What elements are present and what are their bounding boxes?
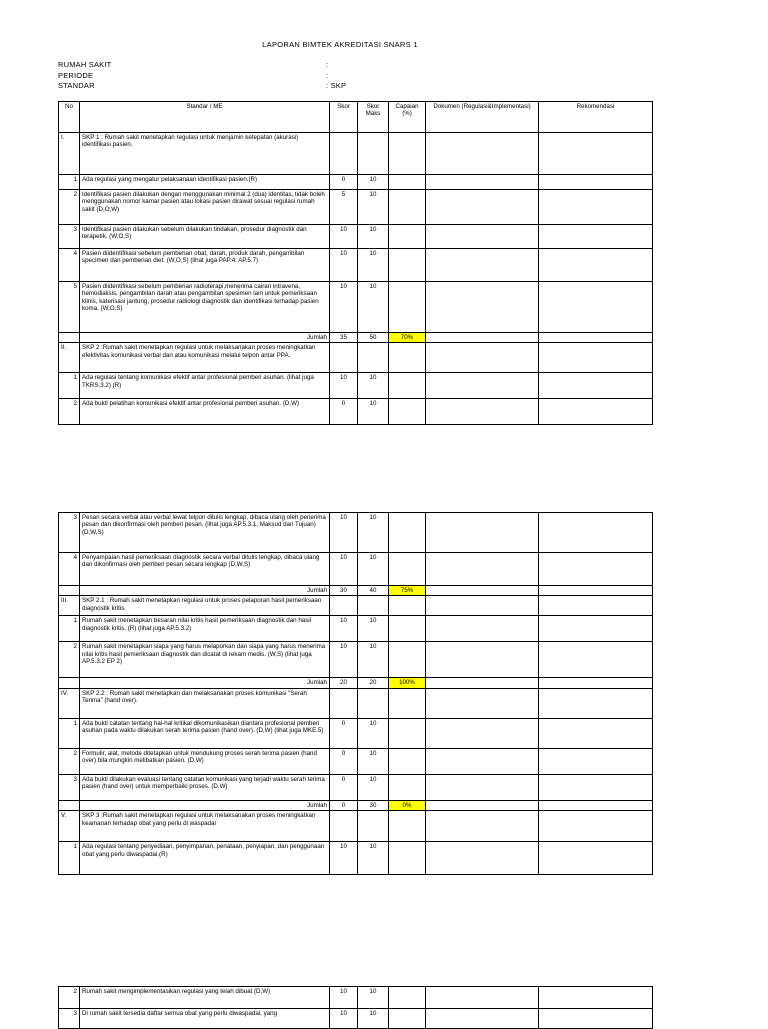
dokumen-cell <box>426 373 539 399</box>
item-number: 4 <box>59 249 80 282</box>
empty-cell <box>389 688 426 718</box>
rekomendasi-cell <box>539 373 653 399</box>
capaian-cell <box>389 987 426 1009</box>
capaian-cell <box>389 1009 426 1029</box>
rekomendasi-cell <box>539 642 653 678</box>
row-number: IV. <box>59 688 80 718</box>
item-max-score: 10 <box>358 249 389 282</box>
item-score: 0 <box>330 175 358 190</box>
item-number: 2 <box>59 642 80 678</box>
rekomendasi-cell <box>539 513 653 553</box>
table-row <box>59 190 653 225</box>
table-row <box>59 748 653 774</box>
total-label: Jumlah <box>80 333 330 343</box>
capaian-cell <box>389 616 426 642</box>
empty-cell <box>426 596 539 616</box>
table-row <box>59 175 653 190</box>
dokumen-cell <box>426 553 539 586</box>
rekomendasi-cell <box>539 399 653 425</box>
rekomendasi-cell <box>539 1009 653 1029</box>
item-text: Rumah sakit mengimplementasikan regulasi yang telah dibuat (D,W) <box>80 987 330 1009</box>
empty-cell <box>330 688 358 718</box>
rekomendasi-cell <box>539 190 653 225</box>
empty-cell <box>539 133 653 175</box>
rekomendasi-cell <box>539 774 653 800</box>
item-score: 10 <box>330 225 358 249</box>
item-number: 2 <box>59 399 80 425</box>
empty-cell <box>426 678 539 688</box>
dokumen-cell <box>426 774 539 800</box>
item-text: Ada regulasi yang mengatur pelaksanaan identifikasi pasien.(R) <box>80 175 330 190</box>
item-max-score: 10 <box>358 282 389 333</box>
table-row <box>59 987 653 1009</box>
empty-cell <box>539 596 653 616</box>
rekomendasi-cell <box>539 249 653 282</box>
empty-cell <box>426 688 539 718</box>
dokumen-cell <box>426 616 539 642</box>
total-max-score: 20 <box>358 678 389 688</box>
empty-cell <box>358 811 389 842</box>
table-row <box>59 282 653 333</box>
section-title: SKP 2 :Rumah sakit menetapkan regulasi untuk melaksanakan proses meningkatkan efektivitas komunikasi verbal dan atau komunikasi melalui telpon antar PPA. <box>80 343 330 373</box>
item-score: 10 <box>330 553 358 586</box>
item-max-score: 10 <box>358 553 389 586</box>
item-text: Formulir, alat, metode ditetapkan untuk mendukung proses serah terima pasien (hand over) bila mungkin melibatkan pasien. (D,W) <box>80 748 330 774</box>
capaian-cell <box>389 842 426 875</box>
table-header-row <box>59 102 653 133</box>
item-text: Ada bukti dilakukan evaluasi tentang catatan komunikasi yang terjadi waktu serah terima pasien (hand over) untuk memperbaiki proses. (D,W) <box>80 774 330 800</box>
row-number: I. <box>59 133 80 175</box>
capaian-cell <box>389 373 426 399</box>
dokumen-cell <box>426 1009 539 1029</box>
item-max-score: 10 <box>358 399 389 425</box>
empty-cell <box>539 688 653 718</box>
empty-cell <box>539 343 653 373</box>
empty-cell <box>426 811 539 842</box>
item-score: 10 <box>330 513 358 553</box>
total-label: Jumlah <box>80 586 330 596</box>
capaian-cell <box>389 553 426 586</box>
meta-label: RUMAH SAKIT <box>58 60 112 69</box>
item-score: 0 <box>330 748 358 774</box>
row-number: II. <box>59 343 80 373</box>
rekomendasi-cell <box>539 553 653 586</box>
total-max-score: 50 <box>358 333 389 343</box>
capaian-cell <box>389 642 426 678</box>
item-number: 2 <box>59 748 80 774</box>
capaian-cell <box>389 190 426 225</box>
empty-cell <box>330 343 358 373</box>
table-row <box>59 616 653 642</box>
empty-cell <box>539 800 653 810</box>
meta-row-standard <box>58 81 347 92</box>
header-dokumen: Dokumen (Regulasi&Implementasi) <box>426 102 539 133</box>
rekomendasi-cell <box>539 282 653 333</box>
header-skor: Skor <box>330 102 358 133</box>
table-row <box>59 642 653 678</box>
item-number: 2 <box>59 190 80 225</box>
item-score: 10 <box>330 249 358 282</box>
empty-cell <box>330 811 358 842</box>
total-capaian: 0% <box>389 800 426 810</box>
total-row <box>59 678 653 688</box>
total-score: 30 <box>330 586 358 596</box>
capaian-cell <box>389 175 426 190</box>
capaian-cell <box>389 282 426 333</box>
total-max-score: 40 <box>358 586 389 596</box>
capaian-cell <box>389 748 426 774</box>
empty-cell <box>389 811 426 842</box>
empty-cell <box>539 586 653 596</box>
table-row <box>59 225 653 249</box>
item-number: 3 <box>59 513 80 553</box>
total-capaian: 100% <box>389 678 426 688</box>
section-title: SKP 2.1 : Rumah sakit menetapkan regulasi untuk proses pelaporan hasil pemeriksaan diagnostik kritis. <box>80 596 330 616</box>
item-number: 1 <box>59 175 80 190</box>
item-number: 1 <box>59 842 80 875</box>
section-row <box>59 343 653 373</box>
item-max-score: 10 <box>358 1009 389 1029</box>
item-max-score: 10 <box>358 642 389 678</box>
item-score: 10 <box>330 1009 358 1029</box>
section-row <box>59 133 653 175</box>
item-text: Ada regulasi tentang komunikasi efektif antar profesional pemberi asuhan. (lihat juga TKRS.3.2) (R) <box>80 373 330 399</box>
item-text: Penyampaian hasil pemeriksaan diagnostik secara verbal ditulis lengkap, dibaca ulang dan dikonfirmasi oleh pemberi pesan secara lengkap (D,W,S) <box>80 553 330 586</box>
item-max-score: 10 <box>358 373 389 399</box>
table-row <box>59 774 653 800</box>
dokumen-cell <box>426 642 539 678</box>
section-title: SKP 2.2 : Rumah sakit menetapkan dan melaksanakan proses komunikasi “Serah Terima” (hand over). <box>80 688 330 718</box>
dokumen-cell <box>426 987 539 1009</box>
empty-cell <box>426 800 539 810</box>
rekomendasi-cell <box>539 987 653 1009</box>
total-label: Jumlah <box>80 678 330 688</box>
total-row <box>59 333 653 343</box>
total-capaian: 70% <box>389 333 426 343</box>
empty-cell <box>426 133 539 175</box>
rekomendasi-cell <box>539 748 653 774</box>
item-number: 4 <box>59 553 80 586</box>
table-row <box>59 399 653 425</box>
empty-cell <box>426 343 539 373</box>
total-score: 20 <box>330 678 358 688</box>
meta-row-period <box>58 70 329 82</box>
total-max-score: 30 <box>358 800 389 810</box>
item-number: 1 <box>59 616 80 642</box>
item-score: 0 <box>330 718 358 748</box>
item-number: 1 <box>59 373 80 399</box>
section-row <box>59 596 653 616</box>
total-label: Jumlah <box>80 800 330 810</box>
assessment-table-page-1 <box>58 101 653 425</box>
item-score: 10 <box>330 842 358 875</box>
capaian-cell <box>389 513 426 553</box>
rekomendasi-cell <box>539 225 653 249</box>
empty-cell <box>539 678 653 688</box>
item-text: Ada bukti catatan tentang hal-hal kritikal dikomunikasikan diantara profesional pemberi asuhan pada waktu dilakukan serah terima pasien (hand over). (D,W) (lihat juga MKE.5) <box>80 718 330 748</box>
dokumen-cell <box>426 190 539 225</box>
rekomendasi-cell <box>539 842 653 875</box>
empty-cell <box>330 596 358 616</box>
section-row <box>59 688 653 718</box>
item-number: 1 <box>59 718 80 748</box>
table-row <box>59 718 653 748</box>
item-max-score: 10 <box>358 842 389 875</box>
section-title: SKP 3 :Rumah sakit menetapkan regulasi untuk melaksanakan proses meningkatkan keamanan terhadap obat yang perlu di waspadai <box>80 811 330 842</box>
row-number: III. <box>59 596 80 616</box>
item-text: Rumah sakit menetapkan besaran nilai kritis hasil pemeriksaan diagnostik dan hasil diagnostik kritis. (R) (lihat juga AP.5.3.2) <box>80 616 330 642</box>
item-max-score: 10 <box>358 718 389 748</box>
dokumen-cell <box>426 225 539 249</box>
item-score: 5 <box>330 190 358 225</box>
item-text: Pasien diidentifikasi sebelum pemberian obat, darah, produk darah, pengambilan specimen dan pemberian diet. (W,O,S) (lihat juga PAP.4; AP.5.7) <box>80 249 330 282</box>
dokumen-cell <box>426 842 539 875</box>
item-score: 10 <box>330 616 358 642</box>
table-row <box>59 513 653 553</box>
item-text: Ada regulasi tentang penyediaan, penyimpanan, penataan, penyiapan, dan penggunaan obat yang perlu diwaspadai.(R) <box>80 842 330 875</box>
capaian-cell <box>389 225 426 249</box>
empty-cell <box>389 596 426 616</box>
assessment-table-page-2 <box>58 512 653 875</box>
empty-cell <box>59 800 80 810</box>
total-score: 35 <box>330 333 358 343</box>
item-max-score: 10 <box>358 774 389 800</box>
capaian-cell <box>389 399 426 425</box>
item-score: 10 <box>330 987 358 1009</box>
item-score: 10 <box>330 373 358 399</box>
header-standar: Standar / ME <box>80 102 330 133</box>
item-max-score: 10 <box>358 748 389 774</box>
item-text: Rumah sakit menetapkan siapa yang harus melaporkan dan siapa yang harus menerima nilai kritis hasil pemeriksaan diagnostik dan dicatat di rekam medis. (W,S) (lihat juga AP.5.3.2 EP 2) <box>80 642 330 678</box>
empty-cell <box>389 133 426 175</box>
item-number: 3 <box>59 774 80 800</box>
total-row <box>59 586 653 596</box>
item-number: 3 <box>59 1009 80 1029</box>
header-no: No <box>59 102 80 133</box>
item-number: 2 <box>59 987 80 1009</box>
meta-label: STANDAR <box>58 81 95 90</box>
report-title: LAPORAN BIMTEK AKREDITASI SNARS 1 <box>262 40 418 49</box>
dokumen-cell <box>426 249 539 282</box>
meta-block <box>58 60 347 92</box>
item-text: Ada bukti pelatihan komunikasi efektif antar profesional pemberi asuhan. (D,W) <box>80 399 330 425</box>
empty-cell <box>539 811 653 842</box>
total-row <box>59 800 653 810</box>
empty-cell <box>59 333 80 343</box>
empty-cell <box>358 596 389 616</box>
rekomendasi-cell <box>539 718 653 748</box>
section-row <box>59 811 653 842</box>
item-number: 3 <box>59 225 80 249</box>
header-skor-maks: Skor Maks <box>358 102 389 133</box>
dokumen-cell <box>426 748 539 774</box>
rekomendasi-cell <box>539 175 653 190</box>
item-max-score: 10 <box>358 190 389 225</box>
header-capaian: Capaian (%) <box>389 102 426 133</box>
dokumen-cell <box>426 175 539 190</box>
empty-cell <box>358 343 389 373</box>
item-max-score: 10 <box>358 175 389 190</box>
assessment-table-page-3 <box>58 986 653 1029</box>
item-score: 10 <box>330 642 358 678</box>
empty-cell <box>330 133 358 175</box>
meta-value: : SKP <box>326 81 347 90</box>
item-max-score: 10 <box>358 513 389 553</box>
meta-value: : <box>326 60 329 69</box>
item-text: Identifikasi pasien dilakukan sebelum dilakukan tindakan, prosedur diagnostik dan terapetik. (W,O,S) <box>80 225 330 249</box>
total-capaian: 75% <box>389 586 426 596</box>
row-number: V. <box>59 811 80 842</box>
item-number: 5 <box>59 282 80 333</box>
item-text: Pasien diidentifikasi sebelum pemberian radioterapi,menerima cairan intravena, hemodialisis, pengambilan darah atau pengambilan spesimen lain untuk pemeriksaan klinis, katerisasi jantung, prosedur radiologi diagnostik dan identifikasi terhadap pasien koma. (W,O,S) <box>80 282 330 333</box>
meta-label: PERIODE <box>58 70 94 80</box>
empty-cell <box>358 133 389 175</box>
capaian-cell <box>389 249 426 282</box>
section-title: SKP 1 : Rumah sakit menetapkan regulasi untuk menjamin ketepatan (akurasi) identifikasi pasien. <box>80 133 330 175</box>
item-max-score: 10 <box>358 987 389 1009</box>
meta-value: : <box>326 70 329 80</box>
item-max-score: 10 <box>358 616 389 642</box>
empty-cell <box>539 333 653 343</box>
dokumen-cell <box>426 718 539 748</box>
capaian-cell <box>389 774 426 800</box>
empty-cell <box>426 586 539 596</box>
table-row <box>59 553 653 586</box>
table-row <box>59 842 653 875</box>
capaian-cell <box>389 718 426 748</box>
item-score: 10 <box>330 282 358 333</box>
rekomendasi-cell <box>539 616 653 642</box>
item-score: 0 <box>330 774 358 800</box>
item-text: Di rumah sakit tersedia daftar semua obat yang perlu diwaspadai, yang <box>80 1009 330 1029</box>
item-text: Identifikasi pasien dilakukan dengan menggunakan minimal 2 (dua) identitas, tidak boleh menggunakan nomor kamar pasien atau lokasi pasien dirawat sesuai regulasi rumah sakit (D,O,W) <box>80 190 330 225</box>
total-score: 0 <box>330 800 358 810</box>
item-max-score: 10 <box>358 225 389 249</box>
table-row <box>59 1009 653 1029</box>
dokumen-cell <box>426 282 539 333</box>
empty-cell <box>389 343 426 373</box>
empty-cell <box>426 333 539 343</box>
header-rekomendasi: Rekomendasi <box>539 102 653 133</box>
empty-cell <box>59 586 80 596</box>
dokumen-cell <box>426 513 539 553</box>
item-score: 0 <box>330 399 358 425</box>
empty-cell <box>358 688 389 718</box>
meta-row-hospital <box>58 60 329 71</box>
empty-cell <box>59 678 80 688</box>
table-row <box>59 249 653 282</box>
dokumen-cell <box>426 399 539 425</box>
table-row <box>59 373 653 399</box>
item-text: Pesan secara verbal atau verbal lewat telpon ditulis lengkap, dibaca ulang oleh penerima pesan dan dikonfirmasi oleh pemberi pesan. (lihat juga AP.5.3.1, Maksud dan Tujuan) (D,W,S) <box>80 513 330 553</box>
